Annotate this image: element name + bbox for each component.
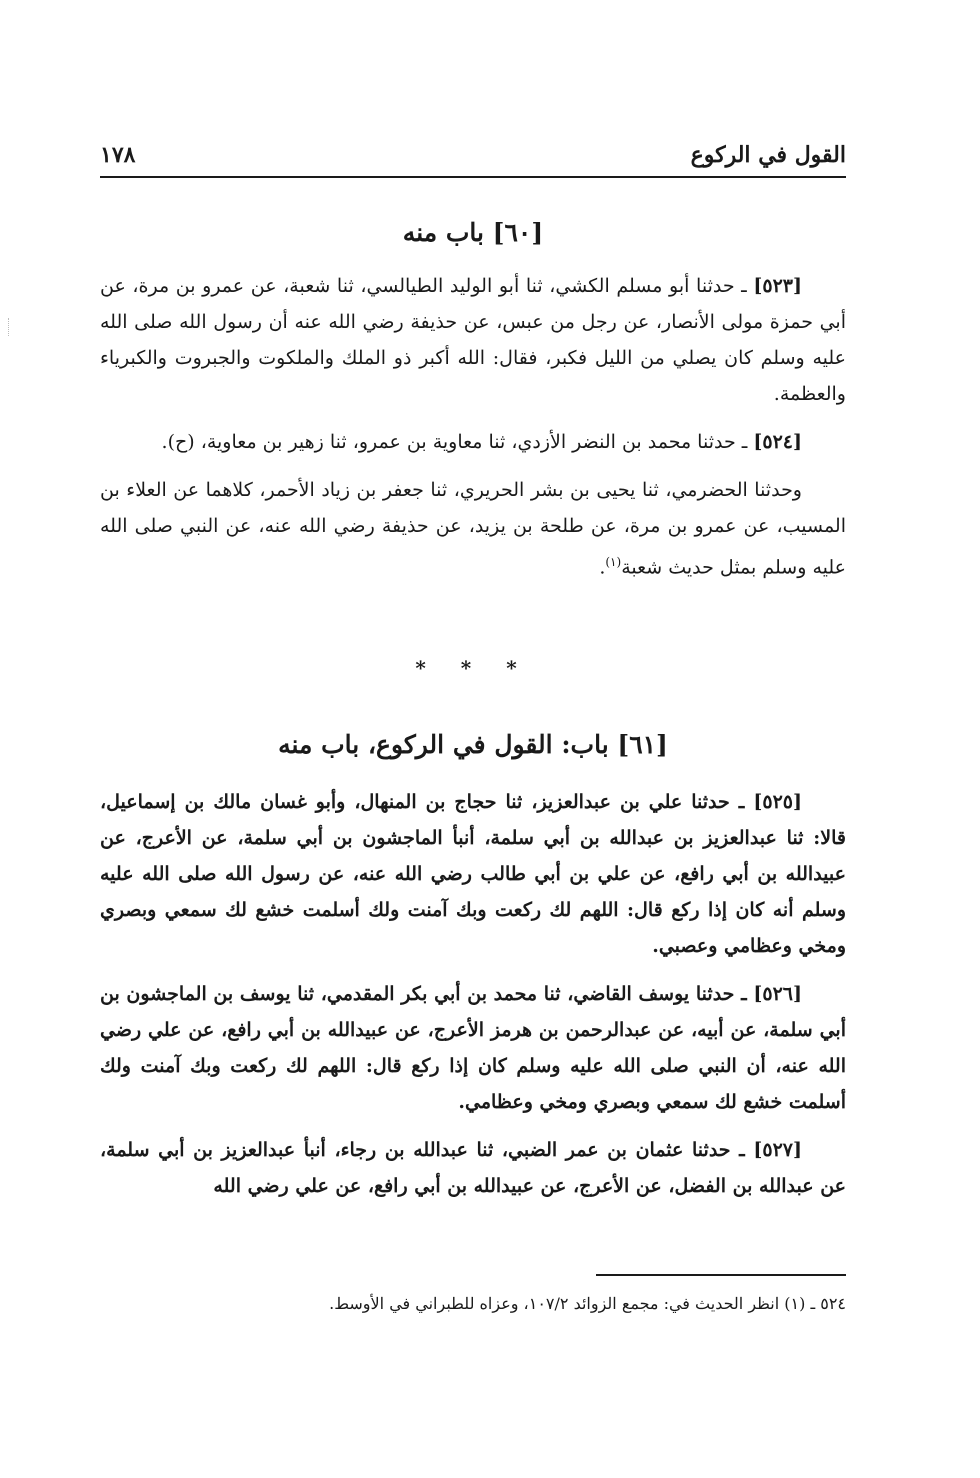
section-61-body [100,784,846,1204]
hadith-text: ـ حدثنا محمد بن النضر الأزدي، ثنا معاوية بن عمرو، ثنا زهير بن معاوية، (ح). [161,431,754,453]
hadith-text: وحدثنا الحضرمي، ثنا يحيى بن بشر الحريري، ثنا جعفر بن زياد الأحمر، كلاهما عن العلاء بن المسيب، عن عمرو بن مرة، عن طلحة بن يزيد، عن حذيفة رضي الله عنه، عن النبي صلى الله عليه وسلم بمثل حديث شعبة [100,479,846,579]
section-divider: * * * [415,656,531,680]
margin-mark [8,318,15,336]
hadith-524 [100,424,846,460]
section-60-body [100,268,846,585]
hadith-number: [٥٢٣] [753,275,802,297]
hadith-524-continuation [100,472,846,585]
header-rule [100,176,846,178]
sentence-end: . [599,556,606,579]
running-header-title: القول في الركوع [690,142,846,168]
footnote: ٥٢٤ ـ (١) انظر الحديث في: مجمع الزوائد ١٠٧/٢، وعزاه للطبراني في الأوسط. [329,1294,846,1313]
chapter-heading-60: [٦٠] باب منه [402,218,544,247]
hadith-text: ـ حدثنا أبو مسلم الكشي، ثنا أبو الوليد الطيالسي، ثنا شعبة، عن عمرو بن مرة، عن أبي حمزة مولى الأنصار، عن رجل من عبس، عن حذيفة رضي الله عنه أن رسول الله صلى الله عليه وسلم كان يصلي من الليل فكبر، فقال: الله أكبر ذو الملك والملكوت والجبروت والكبرياء والعظمة. [100,275,846,405]
chapter-heading-61: [٦١] باب: القول في الركوع، باب منه [278,730,668,759]
hadith-text: ـ حدثنا علي بن عبدالعزيز، ثنا حجاج بن المنهال، وأبو غسان مالك بن إسماعيل، قالا: ثنا عبدالعزيز بن عبدالله بن أبي سلمة، أنبأ الماجشون بن أبي سلمة، عن الأعرج، عن عبيدالله بن أبي رافع، عن علي بن أبي طالب رضي الله عنه، عن رسول الله صلى الله عليه وسلم أنه كان إذا ركع قال: اللهم لك ركعت وبك آمنت ولك أسلمت خشع لك سمعي وبصري ومخي وعظامي وعصبي. [100,791,846,957]
hadith-523 [100,268,846,412]
hadith-text: ـ حدثنا عثمان بن عمر الضبي، ثنا عبدالله بن رجاء، أنبأ عبدالعزيز بن أبي سلمة، عن عبدالله بن الفضل، عن الأعرج، عن عبيدالله بن أبي رافع، عن علي رضي الله [100,1139,846,1197]
hadith-number: [٥٢٥] [753,791,802,813]
running-header [100,140,846,176]
hadith-number: [٥٢٦] [753,983,802,1005]
hadith-number: [٥٢٤] [753,431,802,453]
footnote-rule [596,1274,846,1276]
footnote-ref: (١) [605,555,622,569]
hadith-number: [٥٢٧] [753,1139,802,1161]
hadith-526 [100,976,846,1120]
page-number: ١٧٨ [100,142,136,168]
hadith-527 [100,1132,846,1204]
hadith-text: ـ حدثنا يوسف القاضي، ثنا محمد بن أبي بكر المقدمي، ثنا يوسف بن الماجشون بن أبي سلمة، عن أبيه، عن عبدالرحمن بن هرمز الأعرج، عن عبيدالله بن أبي رافع، عن علي رضي الله عنه، أن النبي صلى الله عليه وسلم كان إذا ركع قال: اللهم لك ركعت وبك آمنت ولك أسلمت خشع لك سمعي وبصري ومخي وعظامي. [100,983,846,1113]
hadith-525 [100,784,846,964]
